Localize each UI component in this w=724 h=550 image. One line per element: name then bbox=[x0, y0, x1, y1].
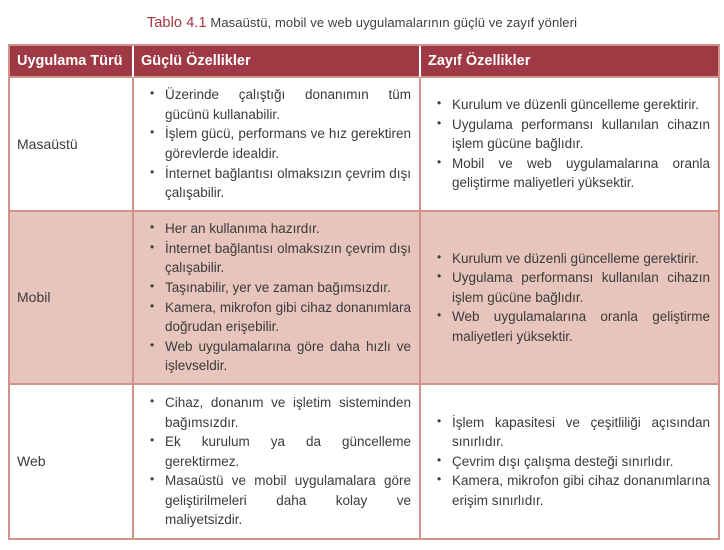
bullet-item: • Uygulama performansı kullanılan cihazın işlem gücüne bağlıdır. bbox=[429, 115, 710, 154]
table-caption-label: Tablo 4.1 bbox=[146, 15, 207, 31]
bullet-item: • Ek kurulum ya da güncelleme gerektirmez. bbox=[142, 432, 411, 471]
weaknesses-list bbox=[429, 249, 710, 347]
column-header-weaknesses: Zayıf Özellikler bbox=[419, 46, 718, 78]
bullet-item: • Her an kullanıma hazırdır. bbox=[142, 219, 411, 239]
strengths-list bbox=[142, 393, 411, 530]
strengths-list bbox=[142, 85, 411, 202]
strengths-cell bbox=[132, 78, 419, 210]
column-header-app-type: Uygulama Türü bbox=[10, 46, 132, 78]
bullet-item: • Masaüstü ve mobil uygulamalara göre geliştirilmeleri daha kolay ve maliyetsizdir. bbox=[142, 471, 411, 530]
bullet-item: • Kamera, mikrofon gibi cihaz donanımlara doğrudan erişebilir. bbox=[142, 298, 411, 337]
bullet-item: • Taşınabilir, yer ve zaman bağımsızdır. bbox=[142, 278, 411, 298]
weaknesses-list bbox=[429, 95, 710, 193]
bullet-item: • Cihaz, donanım ve işletim sisteminden bağımsızdır. bbox=[142, 393, 411, 432]
weaknesses-cell bbox=[419, 383, 718, 538]
bullet-item: • Çevrim dışı çalışma desteği sınırlıdır. bbox=[429, 452, 710, 472]
strengths-cell bbox=[132, 383, 419, 538]
bullet-item: • İnternet bağlantısı olmaksızın çevrim dışı çalışabilir. bbox=[142, 164, 411, 203]
table-row-masaustu bbox=[10, 78, 718, 210]
weaknesses-cell bbox=[419, 78, 718, 210]
bullet-item: • Web uygulamalarına göre daha hızlı ve işlevseldir. bbox=[142, 337, 411, 376]
bullet-item: • Üzerinde çalıştığı donanımın tüm gücünü kullanabilir. bbox=[142, 85, 411, 124]
bullet-item: • İşlem kapasitesi ve çeşitliliği açısından sınırlıdır. bbox=[429, 413, 710, 452]
bullet-item: • İşlem gücü, performans ve hız gerektiren görevlerde idealdir. bbox=[142, 124, 411, 163]
table-caption-text: Masaüstü, mobil ve web uygulamalarının güçlü ve zayıf yönleri bbox=[210, 15, 578, 30]
bullet-item: • Uygulama performansı kullanılan cihazın işlem gücüne bağlıdır. bbox=[429, 268, 710, 307]
bullet-item: • İnternet bağlantısı olmaksızın çevrim dışı çalışabilir. bbox=[142, 239, 411, 278]
table-row-web bbox=[10, 383, 718, 538]
table-row-mobil bbox=[10, 210, 718, 383]
app-type-label: Web bbox=[10, 383, 132, 538]
bullet-item: • Kamera, mikrofon gibi cihaz donanımlarına erişim sınırlıdır. bbox=[429, 471, 710, 510]
app-type-label: Mobil bbox=[10, 210, 132, 383]
bullet-item: • Kurulum ve düzenli güncelleme gerektirir. bbox=[429, 95, 710, 115]
weaknesses-cell bbox=[419, 210, 718, 383]
strengths-list bbox=[142, 219, 411, 376]
bullet-item: • Web uygulamalarına oranla geliştirme maliyetleri yüksektir. bbox=[429, 307, 710, 346]
apps-comparison-table bbox=[8, 44, 720, 540]
bullet-item: • Kurulum ve düzenli güncelleme gerektirir. bbox=[429, 249, 710, 269]
header-row bbox=[10, 46, 718, 78]
table-caption bbox=[0, 15, 724, 31]
column-header-strengths: Güçlü Özellikler bbox=[132, 46, 419, 78]
strengths-cell bbox=[132, 210, 419, 383]
bullet-item: • Mobil ve web uygulamalarına oranla geliştirme maliyetleri yüksektir. bbox=[429, 154, 710, 193]
app-type-label: Masaüstü bbox=[17, 135, 78, 152]
weaknesses-list bbox=[429, 413, 710, 511]
